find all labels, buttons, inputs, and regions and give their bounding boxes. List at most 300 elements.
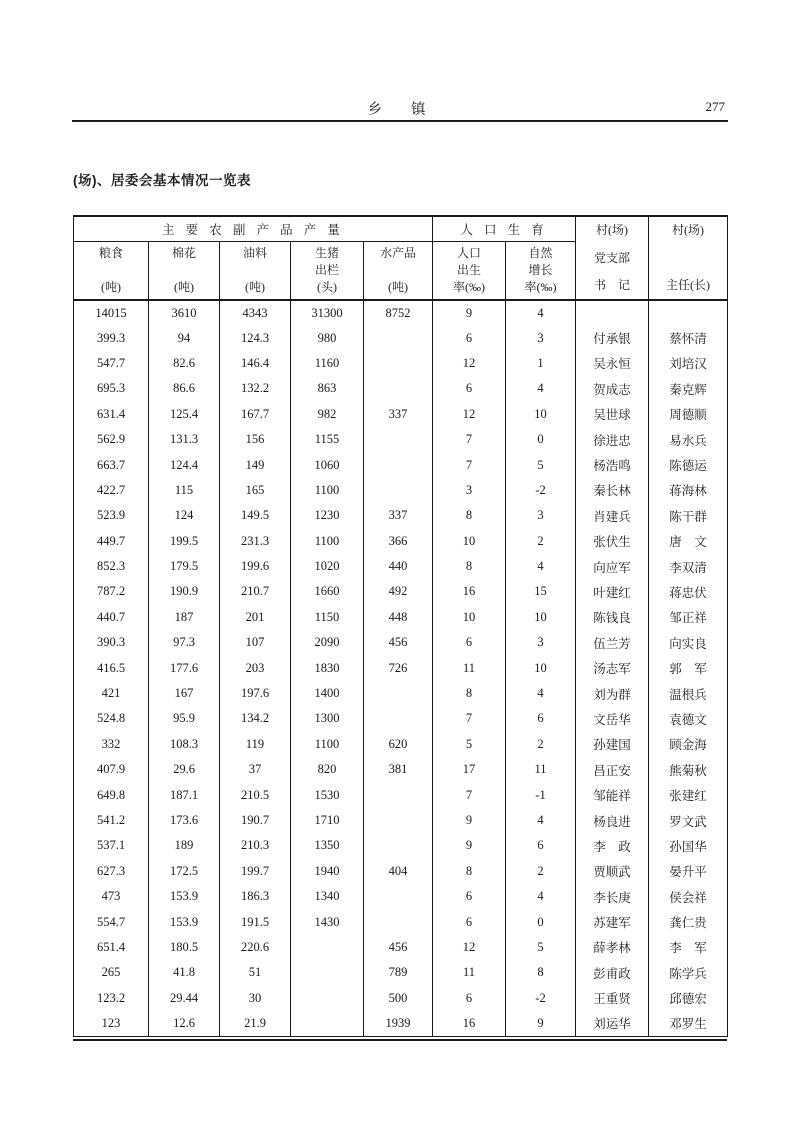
table-cell: 173.6	[149, 808, 220, 833]
table-cell: 180.5	[149, 935, 220, 960]
table-cell: 416.5	[74, 655, 149, 680]
table-cell: 1060	[291, 452, 364, 477]
table-cell: 631.4	[74, 402, 149, 427]
table-cell: 131.3	[149, 427, 220, 452]
table-cell: 顾金海	[649, 732, 728, 757]
cotton-header-lines	[149, 246, 219, 295]
table-cell: 6	[433, 909, 506, 934]
table-cell: 210.7	[220, 579, 291, 604]
table-cell: 1100	[291, 529, 364, 554]
table-cell: 422.7	[74, 478, 149, 503]
table-cell: 10	[433, 529, 506, 554]
table-cell: 456	[364, 630, 433, 655]
table-cell: 190.9	[149, 579, 220, 604]
table-cell	[364, 782, 433, 807]
table-cell: 汤志军	[576, 655, 649, 680]
table-cell: 徐进忠	[576, 427, 649, 452]
table-cell: 3	[433, 478, 506, 503]
secretary-header-lines	[576, 223, 648, 293]
table-cell: 杨良进	[576, 808, 649, 833]
table-cell: 197.6	[220, 681, 291, 706]
table-cell: 726	[364, 655, 433, 680]
table-cell: 189	[149, 833, 220, 858]
table-cell: 1940	[291, 859, 364, 884]
table-cell: 李 政	[576, 833, 649, 858]
table-cell: 孙国华	[649, 833, 728, 858]
table-cell: 李 军	[649, 935, 728, 960]
grain-header-lines	[74, 246, 148, 295]
header-line: 生猪	[314, 245, 339, 260]
table-cell: 1710	[291, 808, 364, 833]
table-cell: 407.9	[74, 757, 149, 782]
table-cell: 500	[364, 986, 433, 1011]
table-cell: 6	[506, 833, 576, 858]
table-cell: 9	[506, 1011, 576, 1036]
table-row	[74, 808, 728, 833]
table-cell: 熊菊秋	[649, 757, 728, 782]
table-cell: 2	[506, 859, 576, 884]
table-cell: 蒋忠伏	[649, 579, 728, 604]
table-cell: 秦长林	[576, 478, 649, 503]
table-row	[74, 503, 728, 528]
table-cell: 11	[433, 960, 506, 985]
table-cell: 51	[220, 960, 291, 985]
header-line: 粮食	[98, 245, 123, 260]
table-cell: 1150	[291, 605, 364, 630]
table-cell	[364, 478, 433, 503]
group-header-population: 人 口 生 育	[433, 216, 576, 241]
table-cell: 440.7	[74, 605, 149, 630]
table-cell: 3	[506, 630, 576, 655]
header-line: (头)	[317, 279, 337, 294]
table-cell: 31300	[291, 300, 364, 325]
table-row	[74, 960, 728, 985]
table-cell: 1430	[291, 909, 364, 934]
table-cell: 94	[149, 325, 220, 350]
table-cell	[291, 960, 364, 985]
table-row	[74, 706, 728, 731]
table-cell: 21.9	[220, 1011, 291, 1036]
table-cell: 9	[433, 300, 506, 325]
statistics-table-wrap	[73, 215, 727, 1041]
table-cell: 134.2	[220, 706, 291, 731]
table-cell: 12.6	[149, 1011, 220, 1036]
table-cell: 1660	[291, 579, 364, 604]
table-row	[74, 427, 728, 452]
table-cell: 156	[220, 427, 291, 452]
table-cell: 4	[506, 554, 576, 579]
table-cell: 8	[433, 859, 506, 884]
table-cell: 149	[220, 452, 291, 477]
table-cell: 404	[364, 859, 433, 884]
table-cell: 554.7	[74, 909, 149, 934]
table-cell: 421	[74, 681, 149, 706]
header-line: 自然	[528, 245, 553, 260]
table-cell: 448	[364, 605, 433, 630]
table-cell	[291, 935, 364, 960]
table-cell: 82.6	[149, 351, 220, 376]
birth-rate-header-lines	[433, 246, 505, 295]
table-cell: 820	[291, 757, 364, 782]
column-header-hogs	[291, 241, 364, 300]
table-cell: 4	[506, 884, 576, 909]
table-cell: 440	[364, 554, 433, 579]
table-cell: 1400	[291, 681, 364, 706]
table-row	[74, 529, 728, 554]
table-row	[74, 655, 728, 680]
table-cell: 8	[433, 503, 506, 528]
table-cell: 41.8	[149, 960, 220, 985]
table-cell: 吴永恒	[576, 351, 649, 376]
column-header-director	[649, 216, 728, 300]
table-cell: 210.5	[220, 782, 291, 807]
header-line: (吨)	[101, 279, 121, 294]
header-line: 率(‰)	[524, 279, 557, 294]
table-row	[74, 376, 728, 401]
table-cell: 邱德宏	[649, 986, 728, 1011]
table-cell: 337	[364, 503, 433, 528]
table-cell: 7	[433, 782, 506, 807]
table-cell: 186.3	[220, 884, 291, 909]
table-cell: 95.9	[149, 706, 220, 731]
header-line: 人口	[456, 245, 481, 260]
table-cell: 649.8	[74, 782, 149, 807]
table-cell: 153.9	[149, 909, 220, 934]
table-cell	[364, 376, 433, 401]
table-cell: 罗文武	[649, 808, 728, 833]
table-cell: 李长庚	[576, 884, 649, 909]
table-cell: 982	[291, 402, 364, 427]
table-cell: 叶建红	[576, 579, 649, 604]
header-line: 书 记	[594, 278, 631, 292]
table-cell: 6	[433, 376, 506, 401]
table-cell: 6	[433, 884, 506, 909]
table-cell: 473	[74, 884, 149, 909]
table-row	[74, 325, 728, 350]
table-cell: 4	[506, 808, 576, 833]
table-cell: 524.8	[74, 706, 149, 731]
table-row	[74, 884, 728, 909]
table-cell: 97.3	[149, 630, 220, 655]
table-cell: 11	[433, 655, 506, 680]
hogs-header-lines	[291, 246, 363, 295]
table-cell: 149.5	[220, 503, 291, 528]
table-cell: 唐 文	[649, 529, 728, 554]
table-cell: 124	[149, 503, 220, 528]
table-row	[74, 554, 728, 579]
table-cell: 119	[220, 732, 291, 757]
table-cell: 265	[74, 960, 149, 985]
column-header-secretary	[576, 216, 649, 300]
table-cell: 132.2	[220, 376, 291, 401]
table-cell: 15	[506, 579, 576, 604]
table-cell: 向应军	[576, 554, 649, 579]
table-cell: 562.9	[74, 427, 149, 452]
table-cell: 663.7	[74, 452, 149, 477]
table-row	[74, 681, 728, 706]
table-row	[74, 402, 728, 427]
group-header-row	[74, 216, 728, 241]
table-cell: 张伏生	[576, 529, 649, 554]
table-header	[74, 216, 728, 300]
table-cell: 6	[433, 325, 506, 350]
header-line: 村(场)	[596, 223, 629, 237]
table-cell: 456	[364, 935, 433, 960]
table-cell: 陈德运	[649, 452, 728, 477]
table-cell: 14015	[74, 300, 149, 325]
table-cell: 2	[506, 529, 576, 554]
table-cell	[364, 325, 433, 350]
table-cell: 190.7	[220, 808, 291, 833]
table-cell: 86.6	[149, 376, 220, 401]
table-cell: 5	[506, 935, 576, 960]
table-cell: 6	[433, 630, 506, 655]
table-cell: 文岳华	[576, 706, 649, 731]
table-cell: 179.5	[149, 554, 220, 579]
table-cell: -2	[506, 986, 576, 1011]
table-cell: 332	[74, 732, 149, 757]
table-cell: 123.2	[74, 986, 149, 1011]
table-cell: 187	[149, 605, 220, 630]
table-row	[74, 833, 728, 858]
table-cell: 1939	[364, 1011, 433, 1036]
table-cell: 1155	[291, 427, 364, 452]
table-cell: 1020	[291, 554, 364, 579]
table-cell: 1300	[291, 706, 364, 731]
table-row	[74, 630, 728, 655]
table-cell: 337	[364, 402, 433, 427]
table-cell: 165	[220, 478, 291, 503]
table-row	[74, 1011, 728, 1036]
header-line: 主任(长)	[666, 278, 711, 292]
table-cell: 124.3	[220, 325, 291, 350]
table-cell: 贾顺武	[576, 859, 649, 884]
table-cell: 199.5	[149, 529, 220, 554]
table-cell: 蒋海林	[649, 478, 728, 503]
table-body	[74, 300, 728, 1036]
table-cell	[364, 909, 433, 934]
table-cell: 侯会祥	[649, 884, 728, 909]
table-cell: 陈学兵	[649, 960, 728, 985]
table-cell: 8	[433, 681, 506, 706]
table-cell: 1350	[291, 833, 364, 858]
table-row	[74, 859, 728, 884]
table-cell: 肖建兵	[576, 503, 649, 528]
table-cell	[649, 300, 728, 325]
table-cell: 昌正安	[576, 757, 649, 782]
table-row	[74, 300, 728, 325]
header-line: 棉花	[171, 245, 196, 260]
table-cell: 201	[220, 605, 291, 630]
table-cell: 蔡怀清	[649, 325, 728, 350]
table-cell: 627.3	[74, 859, 149, 884]
table-cell: 695.3	[74, 376, 149, 401]
table-cell: 123	[74, 1011, 149, 1036]
table-cell: 1830	[291, 655, 364, 680]
table-cell: 651.4	[74, 935, 149, 960]
table-cell: 8	[506, 960, 576, 985]
table-cell: 10	[506, 402, 576, 427]
table-cell: 7	[433, 427, 506, 452]
table-cell: 16	[433, 579, 506, 604]
table-cell: 9	[433, 808, 506, 833]
running-head-rule	[72, 120, 728, 122]
table-cell: 30	[220, 986, 291, 1011]
table-cell: 852.3	[74, 554, 149, 579]
table-cell: 199.7	[220, 859, 291, 884]
table-cell: 17	[433, 757, 506, 782]
table-cell: 187.1	[149, 782, 220, 807]
table-cell	[364, 681, 433, 706]
table-cell: 1100	[291, 732, 364, 757]
table-cell: 贺成志	[576, 376, 649, 401]
table-row	[74, 935, 728, 960]
table-cell: 12	[433, 351, 506, 376]
table-cell: 5	[506, 452, 576, 477]
table-cell: 10	[506, 655, 576, 680]
table-cell: 邹正祥	[649, 605, 728, 630]
table-cell: 381	[364, 757, 433, 782]
table-cell: 向实良	[649, 630, 728, 655]
table-cell: 12	[433, 935, 506, 960]
table-cell: 492	[364, 579, 433, 604]
table-cell: 167	[149, 681, 220, 706]
header-line: (吨)	[174, 279, 194, 294]
table-cell: 390.3	[74, 630, 149, 655]
table-cell: 王重贤	[576, 986, 649, 1011]
table-cell: 陈干群	[649, 503, 728, 528]
column-header-growth-rate	[506, 241, 576, 300]
header-line: (吨)	[388, 279, 408, 294]
table-cell: 37	[220, 757, 291, 782]
table-cell: 146.4	[220, 351, 291, 376]
table-cell: 231.3	[220, 529, 291, 554]
page-number: 277	[705, 99, 725, 114]
table-cell: 16	[433, 1011, 506, 1036]
table-cell: 115	[149, 478, 220, 503]
table-cell: 4	[506, 376, 576, 401]
header-line: 村(场)	[672, 223, 705, 237]
table-cell: 3	[506, 325, 576, 350]
table-cell: 167.7	[220, 402, 291, 427]
column-header-oilseed	[220, 241, 291, 300]
table-cell: 203	[220, 655, 291, 680]
table-cell: 124.4	[149, 452, 220, 477]
table-cell: 秦克辉	[649, 376, 728, 401]
group-header-products: 主 要 农 副 产 品 产 量	[74, 216, 433, 241]
table-cell: 伍兰芳	[576, 630, 649, 655]
table-cell: 537.1	[74, 833, 149, 858]
table-cell: 107	[220, 630, 291, 655]
table-cell: 199.6	[220, 554, 291, 579]
table-cell: 6	[506, 706, 576, 731]
table-cell: 6	[433, 986, 506, 1011]
table-row	[74, 579, 728, 604]
table-cell: 龚仁贵	[649, 909, 728, 934]
table-cell: 12	[433, 402, 506, 427]
table-cell: 1530	[291, 782, 364, 807]
table-cell: 980	[291, 325, 364, 350]
column-header-grain	[74, 241, 149, 300]
director-header-lines	[649, 223, 727, 293]
table-cell: 3610	[149, 300, 220, 325]
table-cell: 8	[433, 554, 506, 579]
table-cell: 郭 军	[649, 655, 728, 680]
table-cell: 1230	[291, 503, 364, 528]
table-cell	[576, 300, 649, 325]
table-cell: 863	[291, 376, 364, 401]
table-row	[74, 478, 728, 503]
table-cell: 2	[506, 732, 576, 757]
header-line: 增长	[528, 262, 553, 277]
header-line: 水产品	[379, 245, 416, 260]
table-cell: -2	[506, 478, 576, 503]
table-cell: 787.2	[74, 579, 149, 604]
table-cell: 523.9	[74, 503, 149, 528]
table-cell: 付承银	[576, 325, 649, 350]
table-cell: 1340	[291, 884, 364, 909]
oilseed-header-lines	[220, 246, 290, 295]
growth-rate-header-lines	[506, 246, 575, 295]
table-row	[74, 351, 728, 376]
table-row	[74, 452, 728, 477]
table-cell: 李双清	[649, 554, 728, 579]
table-cell: 3	[506, 503, 576, 528]
table-cell: 399.3	[74, 325, 149, 350]
table-cell: 4343	[220, 300, 291, 325]
header-line: 出栏	[314, 262, 339, 277]
table-cell: 10	[506, 605, 576, 630]
table-cell: 125.4	[149, 402, 220, 427]
table-cell: 0	[506, 909, 576, 934]
table-cell: 0	[506, 427, 576, 452]
table-cell: 1100	[291, 478, 364, 503]
table-cell	[364, 884, 433, 909]
table-cell: 刘运华	[576, 1011, 649, 1036]
table-cell: 苏建军	[576, 909, 649, 934]
table-cell: 541.2	[74, 808, 149, 833]
running-head-title: 乡 镇	[367, 102, 426, 118]
table-cell: 周德顺	[649, 402, 728, 427]
header-line: (吨)	[245, 279, 265, 294]
table-cell	[364, 351, 433, 376]
table-cell: 易水兵	[649, 427, 728, 452]
table-cell	[364, 833, 433, 858]
table-cell: 4	[506, 300, 576, 325]
table-cell	[364, 452, 433, 477]
table-row	[74, 605, 728, 630]
table-cell	[364, 427, 433, 452]
table-cell: 366	[364, 529, 433, 554]
table-cell	[291, 1011, 364, 1036]
column-header-cotton	[149, 241, 220, 300]
table-cell: -1	[506, 782, 576, 807]
table-cell: 210.3	[220, 833, 291, 858]
column-header-aquatic	[364, 241, 433, 300]
header-line: 出生	[456, 262, 481, 277]
table-cell: 8752	[364, 300, 433, 325]
table-cell: 108.3	[149, 732, 220, 757]
column-header-birth-rate	[433, 241, 506, 300]
table-cell	[364, 808, 433, 833]
table-cell: 刘培汉	[649, 351, 728, 376]
table-cell: 191.5	[220, 909, 291, 934]
table-cell: 吴世球	[576, 402, 649, 427]
table-cell: 220.6	[220, 935, 291, 960]
table-cell: 彭甫政	[576, 960, 649, 985]
table-cell: 陈钱良	[576, 605, 649, 630]
table-cell: 晏升平	[649, 859, 728, 884]
